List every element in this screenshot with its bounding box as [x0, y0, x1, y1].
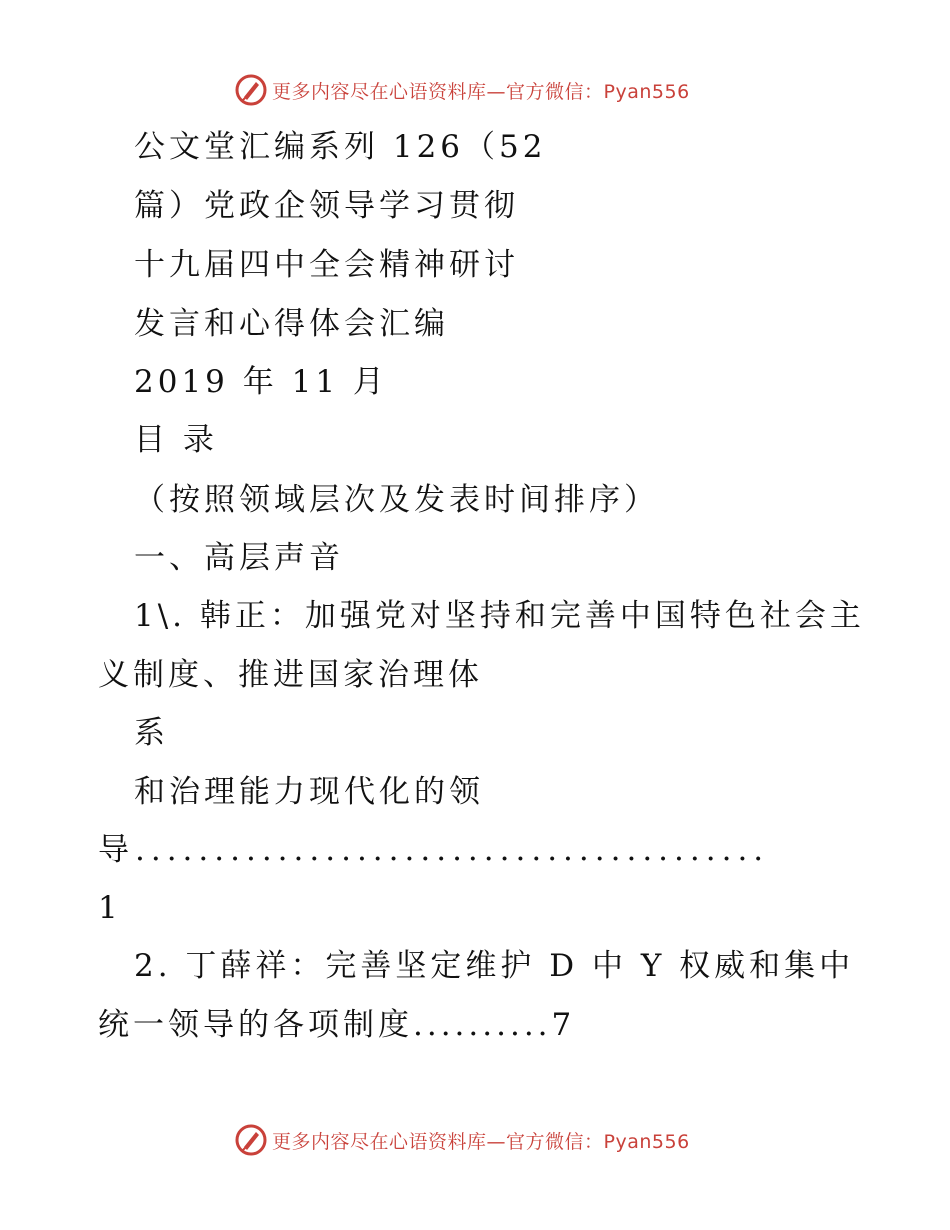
watermark-banner-top	[234, 70, 690, 110]
document-date: 2019 年 11 月	[134, 364, 388, 400]
toc-entry-1-line-4: 和治理能力现代化的领	[134, 774, 484, 810]
toc-entry-2-line-1: 2. 丁薛祥：完善坚定维护 D 中 Y 权威和集中	[134, 948, 855, 984]
toc-heading: 目 录	[134, 422, 218, 458]
toc-entry-1-leader: 导........................................	[98, 832, 770, 868]
toc-entry-1-line-2: 义制度、推进国家治理体	[98, 657, 483, 693]
quill-pen-logo-icon	[234, 73, 268, 107]
toc-entry-1-page: 1	[98, 890, 122, 926]
section-heading: 一、高层声音	[134, 540, 344, 576]
title-line-4: 发言和心得体会汇编	[134, 306, 449, 342]
title-line-1: 公文堂汇编系列 126（52	[134, 129, 547, 165]
title-line-3: 十九届四中全会精神研讨	[134, 247, 519, 283]
title-line-2: 篇）党政企领导学习贯彻	[134, 188, 519, 224]
watermark-text: 更多内容尽在心语资料库—官方微信：Pyan556	[272, 80, 690, 103]
toc-entry-1-line-3: 系	[134, 715, 169, 751]
toc-note: （按照领域层次及发表时间排序）	[134, 482, 659, 518]
quill-pen-logo-icon	[234, 1123, 268, 1157]
watermark-text: 更多内容尽在心语资料库—官方微信：Pyan556	[272, 1130, 690, 1153]
watermark-banner-bottom	[234, 1120, 690, 1160]
toc-entry-1-line-1: 1\. 韩正：加强党对坚持和完善中国特色社会主	[134, 598, 865, 634]
toc-entry-2-line-2: 统一领导的各项制度..........7	[98, 1007, 576, 1043]
